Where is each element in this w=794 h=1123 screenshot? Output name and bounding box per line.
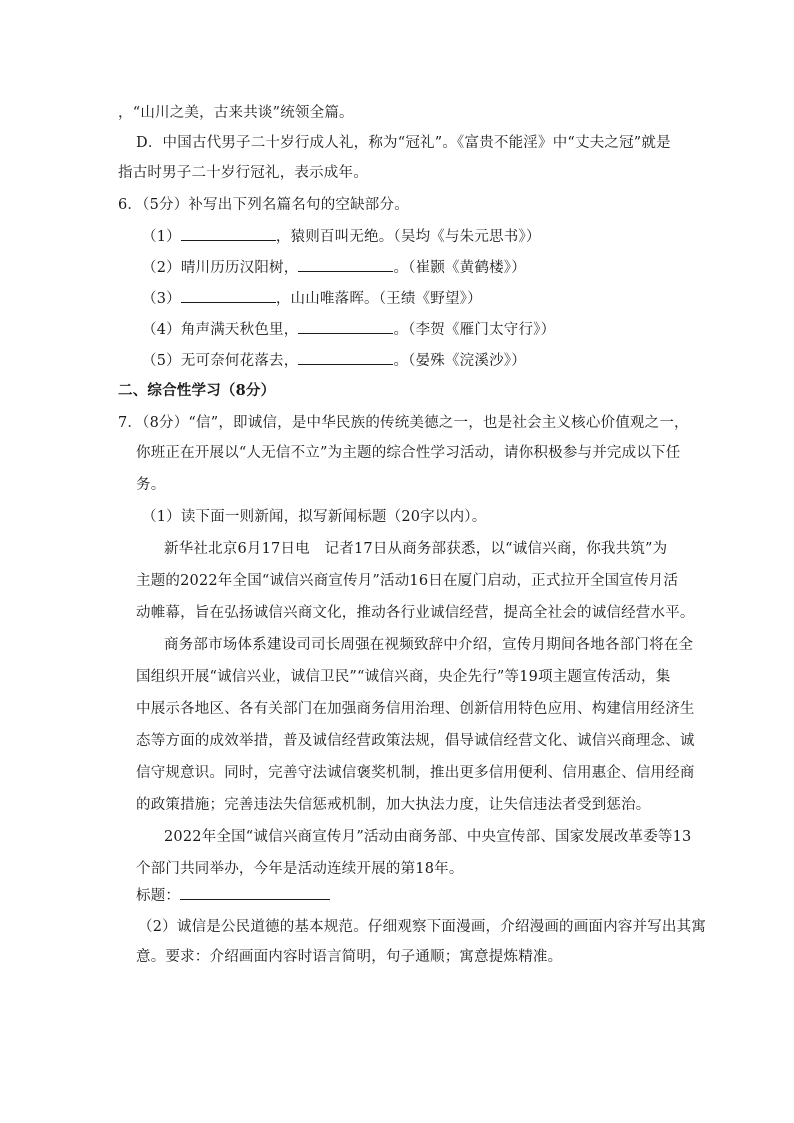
news-line-5: 国组织开展“诚信兴业，诚信卫民”“诚信兴商，央企先行”等19项主题宣传活动，集 (136, 669, 671, 685)
q7-sub2-line2: 意。要求：介绍画面内容时语言简明，句子通顺；寓意提炼精准。 (136, 949, 563, 965)
news-line-6: 中展示各地区、各有关部门在加强商务信用治理、创新信用特色应用、构建信用经济生 (136, 701, 695, 717)
news-line-4: 商务部市场体系建设司司长周强在视频致辞中介绍，宣传月期间各地各部门将在全 (164, 637, 694, 653)
q7-line2: 你班正在开展以“人无信不立”为主题的综合性学习活动，请你积极参与并完成以下任 (136, 445, 681, 461)
q7-line1: 7．（8分）“信”，即诚信，是中华民族的传统美德之一，也是社会主义核心价值观之一， (118, 415, 689, 431)
q6-item-2 (142, 257, 526, 278)
answer-blank[interactable] (181, 288, 276, 303)
q6-item-4-before: 角声满天秋色里， (180, 322, 299, 338)
q6-item-5-before: 无可奈何花落去， (180, 353, 299, 369)
q6-item-2-num: （2） (142, 260, 181, 276)
news-line-10: 2022年全国“诚信兴商宣传月”活动由商务部、中央宣传部、国家发展改革委等13 (164, 829, 692, 845)
news-line-3: 动帷幕，旨在弘扬诚信兴商文化，推动各行业诚信经营，提高全社会的诚信经营水平。 (136, 605, 695, 621)
q6-item-5-after: 。（晏殊《浣溪沙》） (393, 353, 526, 369)
intro-line: ，“山川之美，古来共谈”统领全篇。 (118, 105, 354, 121)
q6-item-4-num: （4） (142, 322, 181, 338)
q6-stem: 6．（5分）补写出下列名篇名句的空缺部分。 (118, 197, 409, 213)
q6-item-5-num: （5） (142, 353, 181, 369)
answer-blank[interactable] (298, 350, 393, 365)
q6-item-2-after: 。（崔颢《黄鹤楼》） (393, 260, 526, 276)
q6-item-5 (142, 350, 526, 371)
q6-item-1 (142, 226, 541, 247)
q6-item-1-after: ，猿则百叫无绝。（吴均《与朱元思书》） (275, 229, 541, 245)
title-answer-blank[interactable] (180, 885, 330, 900)
q7-sub2-line1: （2）诚信是公民道德的基本规范。仔细观察下面漫画，介绍漫画的画面内容并写出其寓 (138, 919, 707, 935)
title-label: 标题： (136, 888, 181, 904)
q6-item-4-after: 。（李贺《雁门太守行》） (393, 322, 556, 338)
news-line-11: 个部门共同举办，今年是活动连续开展的第18年。 (136, 861, 464, 877)
q6-item-4 (142, 319, 555, 340)
answer-blank[interactable] (298, 319, 393, 334)
q6-item-3-after: ，山山唯落晖。（王绩《野望》） (275, 291, 482, 307)
q6-item-3-num: （3） (142, 291, 181, 307)
q6-item-2-before: 晴川历历汉阳树， (180, 260, 299, 276)
news-line-7: 态等方面的成效举措，普及诚信经营政策法规，倡导诚信经营文化、诚信兴商理念、诚 (136, 733, 695, 749)
news-line-9: 的政策措施；完善违法失信惩戒机制，加大执法力度，让失信违法者受到惩治。 (136, 797, 651, 813)
title-answer-row (136, 885, 330, 906)
q7-line3: 务。 (136, 477, 166, 493)
q7-sub1: （1）读下面一则新闻，拟写新闻标题（20字以内）。 (142, 509, 487, 525)
answer-blank[interactable] (181, 226, 276, 241)
section-heading: 二、综合性学习（8分） (118, 382, 276, 399)
answer-blank[interactable] (298, 257, 393, 272)
option-d-line1: D．中国古代男子二十岁行成人礼，称为“冠礼”。《富贵不能淫》中“丈夫之冠”就是 (136, 135, 671, 151)
q6-item-1-num: （1） (142, 229, 181, 245)
q6-item-3 (142, 288, 482, 309)
news-line-2: 主题的2022年全国“诚信兴商宣传月”活动16日在厦门启动，正式拉开全国宣传月活 (136, 573, 679, 589)
option-d-line2: 指古时男子二十岁行冠礼，表示成年。 (118, 165, 368, 181)
news-line-1: 新华社北京6月17日电 记者17日从商务部获悉，以“诚信兴商，你我共筑”为 (164, 541, 668, 557)
news-line-8: 信守规意识。同时，完善守法诚信褒奖机制，推出更多信用便利、信用惠企、信用经商 (136, 765, 695, 781)
